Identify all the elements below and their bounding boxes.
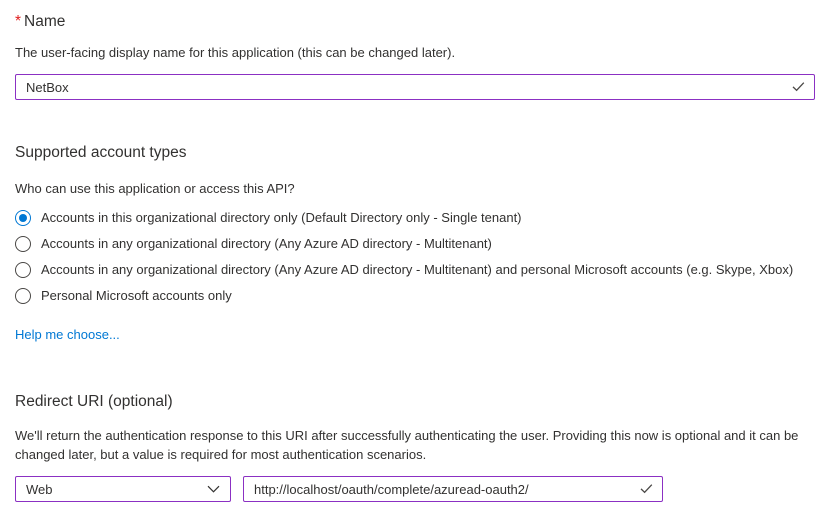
- help-me-choose-link[interactable]: Help me choose...: [15, 327, 120, 342]
- name-field-label: [15, 12, 815, 32]
- radio-icon: [15, 236, 31, 252]
- account-types-radio-group: [15, 205, 815, 309]
- account-types-question: Who can use this application or access this API?: [15, 181, 295, 196]
- name-input-container: [15, 74, 815, 100]
- name-label-text: Name: [24, 13, 66, 30]
- name-section: [15, 12, 815, 100]
- platform-select-value: Web: [26, 481, 53, 497]
- account-types-section: [15, 143, 815, 344]
- account-types-heading: Supported account types: [15, 144, 187, 161]
- redirect-uri-row: [15, 476, 815, 502]
- chevron-down-icon: [207, 485, 220, 493]
- account-type-option-personal-only[interactable]: Personal Microsoft accounts only: [15, 283, 815, 309]
- required-marker: *: [15, 13, 22, 30]
- redirect-uri-description: We'll return the authentication response to this URI after successfully authenticating the user. Providing this now is optional and it can be changed later, but a value is required for most authentication scenarios.: [15, 428, 799, 462]
- platform-select[interactable]: [15, 476, 231, 502]
- check-icon: [792, 82, 805, 93]
- redirect-uri-heading: Redirect URI (optional): [15, 393, 173, 410]
- radio-icon: [15, 262, 31, 278]
- redirect-uri-input-container: [243, 476, 663, 502]
- name-input[interactable]: [16, 75, 814, 99]
- account-type-option-single-tenant[interactable]: Accounts in this organizational directory only (Default Directory only - Single tenant): [15, 205, 815, 231]
- redirect-uri-section: [15, 392, 815, 502]
- account-type-option-multitenant[interactable]: Accounts in any organizational directory (Any Azure AD directory - Multitenant): [15, 231, 815, 257]
- account-type-option-multitenant-personal[interactable]: Accounts in any organizational directory (Any Azure AD directory - Multitenant) and personal Microsoft accounts (e.g. Skype, Xbox): [15, 257, 815, 283]
- radio-selected-icon: [15, 210, 31, 226]
- radio-icon: [15, 288, 31, 304]
- name-description: The user-facing display name for this application (this can be changed later).: [15, 45, 456, 60]
- check-icon: [640, 484, 653, 495]
- redirect-uri-input[interactable]: [244, 477, 662, 501]
